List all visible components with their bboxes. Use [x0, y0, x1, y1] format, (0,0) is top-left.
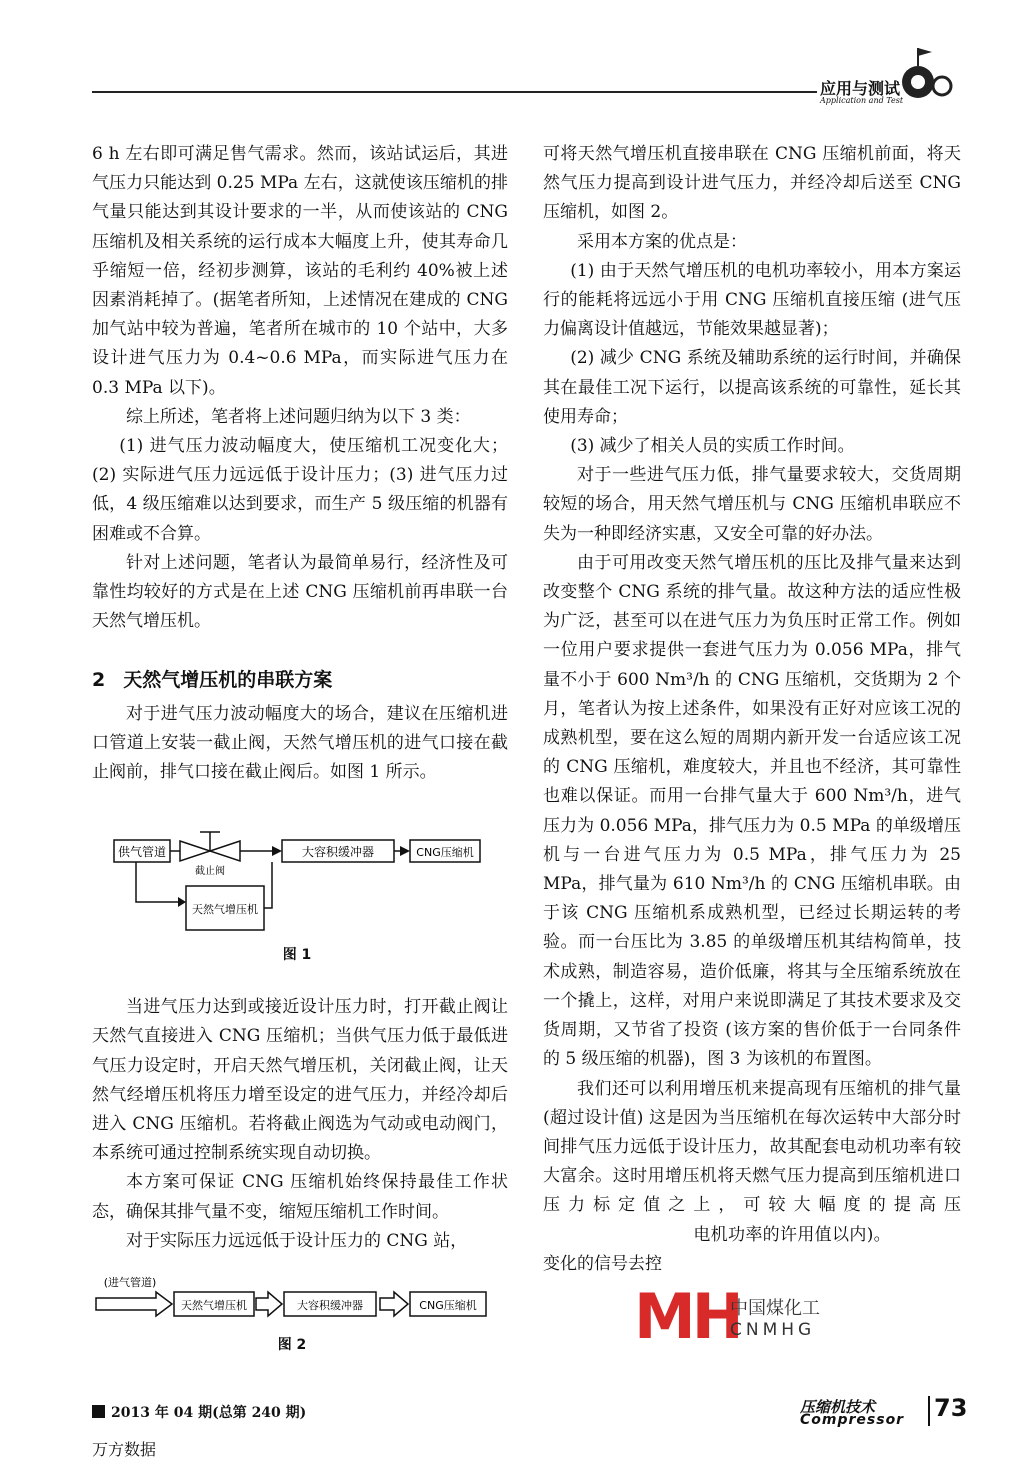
compressor-label: CNG压缩机	[416, 846, 474, 859]
inlet-arrow-icon	[96, 1292, 172, 1316]
valve-left-icon	[180, 841, 210, 861]
right-paragraph-6: 对于一些进气压力低，排气量要求较大，交货周期较短的场合，用天然气增压机与 CNG 压缩机串联应不失为一种即经济实惠，又安全可靠的好办法。	[543, 465, 961, 544]
figure-2-caption: 图 2	[277, 1337, 307, 1353]
footer-issue	[92, 1402, 306, 1422]
page-number: 73	[934, 1394, 968, 1422]
left-paragraph-8: 对于实际压力远远低于设计压力的 CNG 站，	[126, 1230, 468, 1251]
section-title: 天然气增压机的串联方案	[123, 669, 333, 692]
right-paragraph-4: (2) 减少 CNG 系统及辅助系统的运行时间，并确保其在最佳工况下运行，以提高该系统的可靠性，延长其使用寿命；	[543, 348, 961, 427]
watermark-mark: MH	[634, 1280, 740, 1353]
footer-source: 万方数据	[92, 1440, 157, 1459]
right-paragraph-8-end: 变化的信号去控	[543, 1253, 662, 1274]
right-paragraph-3: (1) 由于天然气增压机的电机功率较小，用本方案运行的能耗将远远小于用 CNG 压缩机直接压缩 (进气压力偏离设计值越远，节能效果越显著)；	[543, 260, 961, 340]
right-paragraph-8-tail: 电机功率的许用值以内)。	[693, 1224, 891, 1245]
arrow-icon	[256, 1292, 282, 1316]
figure-1-diagram	[112, 828, 482, 938]
right-paragraph-2: 采用本方案的优点是：	[577, 231, 747, 252]
valve-right-icon	[210, 841, 240, 861]
left-paragraph-3: (1) 进气压力波动幅度大，使压缩机工况变化大；(2) 实际进气压力远远低于设计压力；(3) 进气压力过低，4 级压缩难以达到要求，而生产 5 级压缩的机器有困难或不合算。	[92, 436, 508, 544]
left-paragraph-5: 对于进气压力波动幅度大的场合，建议在压缩机进口管道上安装一截止阀，天然气增压机的进气口接在截止阀前，排气口接在截止阀后。如图 1 所示。	[92, 703, 508, 783]
buffer-label: 大容积缓冲器	[297, 1299, 363, 1312]
header-section-title: 应用与测试	[820, 79, 901, 98]
buffer-label: 大容积缓冲器	[301, 845, 375, 859]
watermark-cn: 中国煤化工	[730, 1298, 820, 1319]
compressor-label: CNG压缩机	[419, 1299, 477, 1312]
footer-journal-cn: 压缩机技术	[800, 1398, 876, 1416]
figure-1	[112, 828, 482, 964]
figure-2	[92, 1274, 492, 1354]
left-paragraph-4: 针对上述问题，笔者认为最简单易行，经济性及可靠性均较好的方式是在上述 CNG 压缩机前再串联一台天然气增压机。	[92, 552, 508, 632]
arrow-icon	[380, 1292, 408, 1316]
supply-pipe-label: 供气管道	[117, 845, 167, 859]
left-paragraph-1: 6 h 左右即可满足售气需求。然而，该站试运后，其进气压力只能达到 0.25 MPa 左右，这就使该压缩机的排气量只能达到其设计要求的一半，从而使该站的 CNG 压缩机及相关系统的运行成本大幅度上升，使其寿命几乎缩短一倍，经初步测算，该站的毛利约 40%被上述因素消耗掉了。(据笔者所知，上述情况在建成的 CNG 加气站中较为普遍，笔者所在城市的 10 个站中，大多设计进气压力为 0.4~0.6 MPa，而实际进气压力在 0.3 MPa 以下)。	[92, 144, 508, 398]
right-paragraph-8	[543, 1075, 961, 1279]
section-heading	[92, 666, 508, 695]
booster-label: 天然气增压机	[192, 903, 258, 916]
left-paragraph-6: 当进气压力达到或接近设计压力时，打开截止阀让天然气直接进入 CNG 压缩机；当供气压力低于最低进气压力设定时，开启天然气增压机，关闭截止阀，让天然气经增压机将压力增至设定的进气压力，并经冷却后进入 CNG 压缩机。若将截止阀选为气动或电动阀门，本系统可通过控制系统实现自动切换。	[92, 997, 508, 1164]
watermark	[634, 1280, 964, 1353]
square-bullet-icon	[92, 1405, 105, 1418]
right-paragraph-5: (3) 减少了相关人员的实质工作时间。	[570, 436, 855, 457]
left-paragraph-2: 综上所述，笔者将上述问题归纳为以下 3 类：	[126, 406, 471, 427]
gear-logo-icon	[888, 40, 958, 110]
figure-1-caption: 图 1	[282, 947, 312, 963]
section-number: 2	[92, 669, 106, 692]
right-paragraph-1: 可将天然气增压机直接串联在 CNG 压缩机前面，将天然气压力提高到设计进气压力，并经冷却后送至 CNG 压缩机，如图 2。	[543, 144, 961, 223]
left-paragraph-7: 本方案可保证 CNG 压缩机始终保持最佳工作状态，确保其排气量不变，缩短压缩机工作时间。	[92, 1172, 508, 1222]
watermark-en: CNMHG	[730, 1320, 816, 1340]
booster-label: 天然气增压机	[181, 1299, 247, 1312]
header-section-subtitle: Application and Test	[820, 96, 904, 105]
header-rule	[92, 91, 817, 93]
right-paragraph-7: 由于可用改变天然气增压机的压比及排气量来达到改变整个 CNG 系统的排气量。故这种方法的适应性极为广泛，甚至可以在进气压力为负压时正常工作。例如一位用户要求提供一套进气压力为 0.056 MPa，排气量不小于 600 Nm³/h 的 CNG 压缩机，交货期为 2 个月，笔者认为按上述条件，如果没有正好对应该工况的成熟机型，要在这么短的周期内新开发一台适应该工况的 CNG 压缩机，难度较大，并且也不经济，其可靠性也难以保证。而用一台排气量大于 600 Nm³/h，进气压力为 0.056 MPa，排气压力为 0.5 MPa 的单级增压机与一台进气压力为 0.5 MPa，排气压力为 25 MPa，排气量为 610 Nm³/h 的 CNG 压缩机串联。由于该 CNG 压缩机系成熟机型，已经过长期运转的考验。而一台压比为 3.85 的单级增压机其结构简单，技术成熟，制造容易，造价低廉，将其与全压缩系统放在一个撬上，这样，对用户来说即满足了其技术要求及交货周期，又节省了投资 (该方案的售价低于一台同条件的 5 级压缩的机器)，图 3 为该机的布置图。	[543, 552, 961, 1070]
footer-issue-text: 2013 年 04 期(总第 240 期)	[111, 1405, 307, 1421]
right-column	[543, 140, 961, 1279]
inlet-pipe-label: (进气管道)	[103, 1276, 157, 1289]
right-paragraph-8-text: 我们还可以利用增压机来提高现有压缩机的排气量 (超过设计值) 这是因为当压缩机在每次运转中大部分时间排气压力远低于设计压力，故其配套电动机功率有较大富余。这时用增压机将天燃气压力提高到压缩机进口压力标定值之上，可较大幅度的提高压	[543, 1078, 961, 1216]
footer-rule	[928, 1396, 930, 1426]
footer-journal-en: Compressor	[800, 1412, 905, 1428]
figure-2-diagram	[92, 1274, 492, 1324]
valve-label: 截止阀	[195, 866, 225, 877]
left-column	[92, 140, 508, 1256]
